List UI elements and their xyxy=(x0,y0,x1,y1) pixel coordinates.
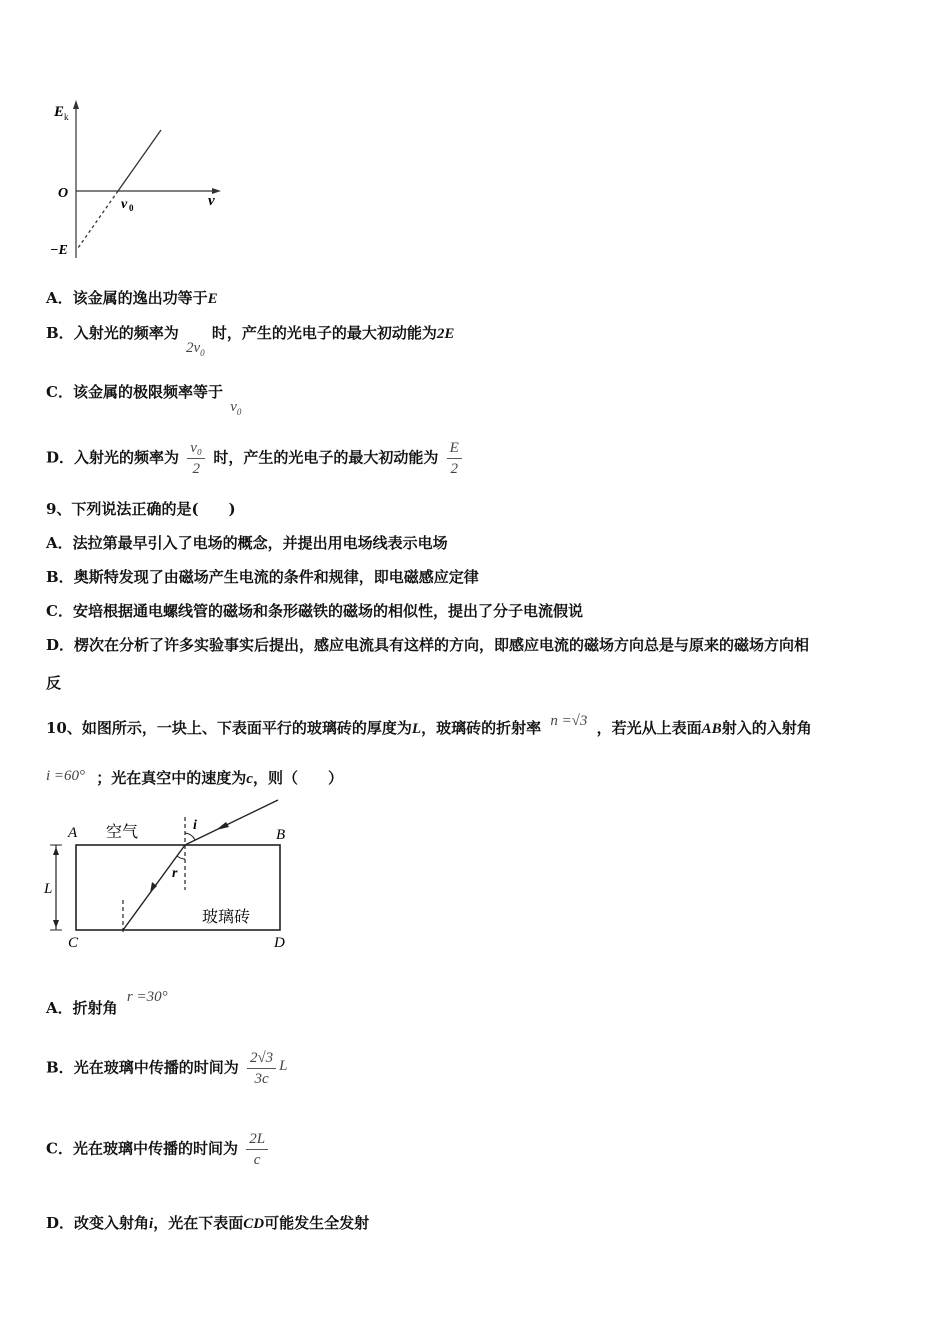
ek-line-solid xyxy=(118,130,161,191)
q10-option-c: C．光在玻璃中传播的时间为 $\frac{2L}{c}$ xyxy=(46,1129,271,1170)
x-axis-label: ν xyxy=(208,193,215,209)
ek-line-dashed xyxy=(78,191,118,248)
neg-e-label: −E xyxy=(50,243,68,258)
label-c: C xyxy=(68,935,79,951)
q8-option-a: A．该金属的逸出功等于E xyxy=(46,289,218,307)
y-axis-label: E xyxy=(54,104,65,120)
fraction-e-over-2: $\frac{E}{2}$ xyxy=(447,438,462,479)
q9-option-d-cont: 反 xyxy=(46,674,62,692)
q9-option-b: B．奥斯特发现了由磁场产生电流的条件和规律，即电磁感应定律 xyxy=(46,568,479,586)
y-axis-arrow xyxy=(73,100,79,109)
q9-option-d: D．楞次在分析了许多实验事实后提出，感应电流具有这样的方向，即感应电流的磁场方向总是与原来的磁场方向相 xyxy=(46,636,810,654)
origin-label: O xyxy=(58,186,69,201)
label-d: D xyxy=(274,935,285,951)
label-glass: 玻璃砖 xyxy=(202,907,251,926)
v0-label-sub: 0 xyxy=(129,203,134,213)
q9-stem: 9、下列说法正确的是( ) xyxy=(46,500,236,518)
q8-option-b: B．入射光的频率为 $2\nu_0$ 时，产生的光电子的最大初动能为2E xyxy=(46,324,455,358)
fraction-v0-over-2: $\frac{\text{ν₀}}{2}$ xyxy=(187,438,205,479)
q8-option-d: D．入射光的频率为 $\frac{\text{ν₀}}{2}$ 时，产生的光电子的最大初动能为 $\frac{E}{2}$ xyxy=(46,438,465,479)
label-i: i xyxy=(193,818,197,833)
q10-option-a: A．折射角 r =30° xyxy=(46,989,168,1017)
q8-option-c: C．该金属的极限频率等于 $\nu_0$ xyxy=(46,383,242,417)
q9-option-c: C．安培根据通电螺线管的磁场和条形磁铁的磁场的相似性，提出了分子电流假说 xyxy=(46,602,583,620)
label-a: A xyxy=(68,825,78,841)
y-axis-label-sub: k xyxy=(64,112,69,122)
q10-option-d: D．改变入射角i，光在下表面CD可能发生全发射 xyxy=(46,1214,370,1232)
label-b: B xyxy=(276,827,286,843)
label-r: r xyxy=(172,866,178,881)
q10-option-b: B．光在玻璃中传播的时间为 $\frac{2√3}{3c}$ L xyxy=(46,1050,288,1087)
q9-option-a: A．法拉第最早引入了电场的概念，并提出用电场线表示电场 xyxy=(46,534,448,552)
q10-stem-line2: i =60° ；光在真空中的速度为c，则（ ） xyxy=(46,768,343,787)
label-air: 空气 xyxy=(106,822,139,841)
glass-slab-diagram xyxy=(40,795,300,955)
q10-stem-line1: 10、如图所示，一块上、下表面平行的玻璃砖的厚度为L，玻璃砖的折射率 n =√3 ，若光从上表面AB射入的入射角 xyxy=(46,713,812,737)
ek-frequency-graph xyxy=(46,98,236,268)
fraction-2l-over-c: $\frac{2L}{c}$ xyxy=(246,1129,268,1170)
incident-ray xyxy=(185,800,278,845)
fraction-2sqrt3-over-3c: $\frac{2√3}{3c}$ xyxy=(247,1048,276,1089)
v0-label: ν xyxy=(121,197,128,212)
label-l: L xyxy=(44,881,53,897)
